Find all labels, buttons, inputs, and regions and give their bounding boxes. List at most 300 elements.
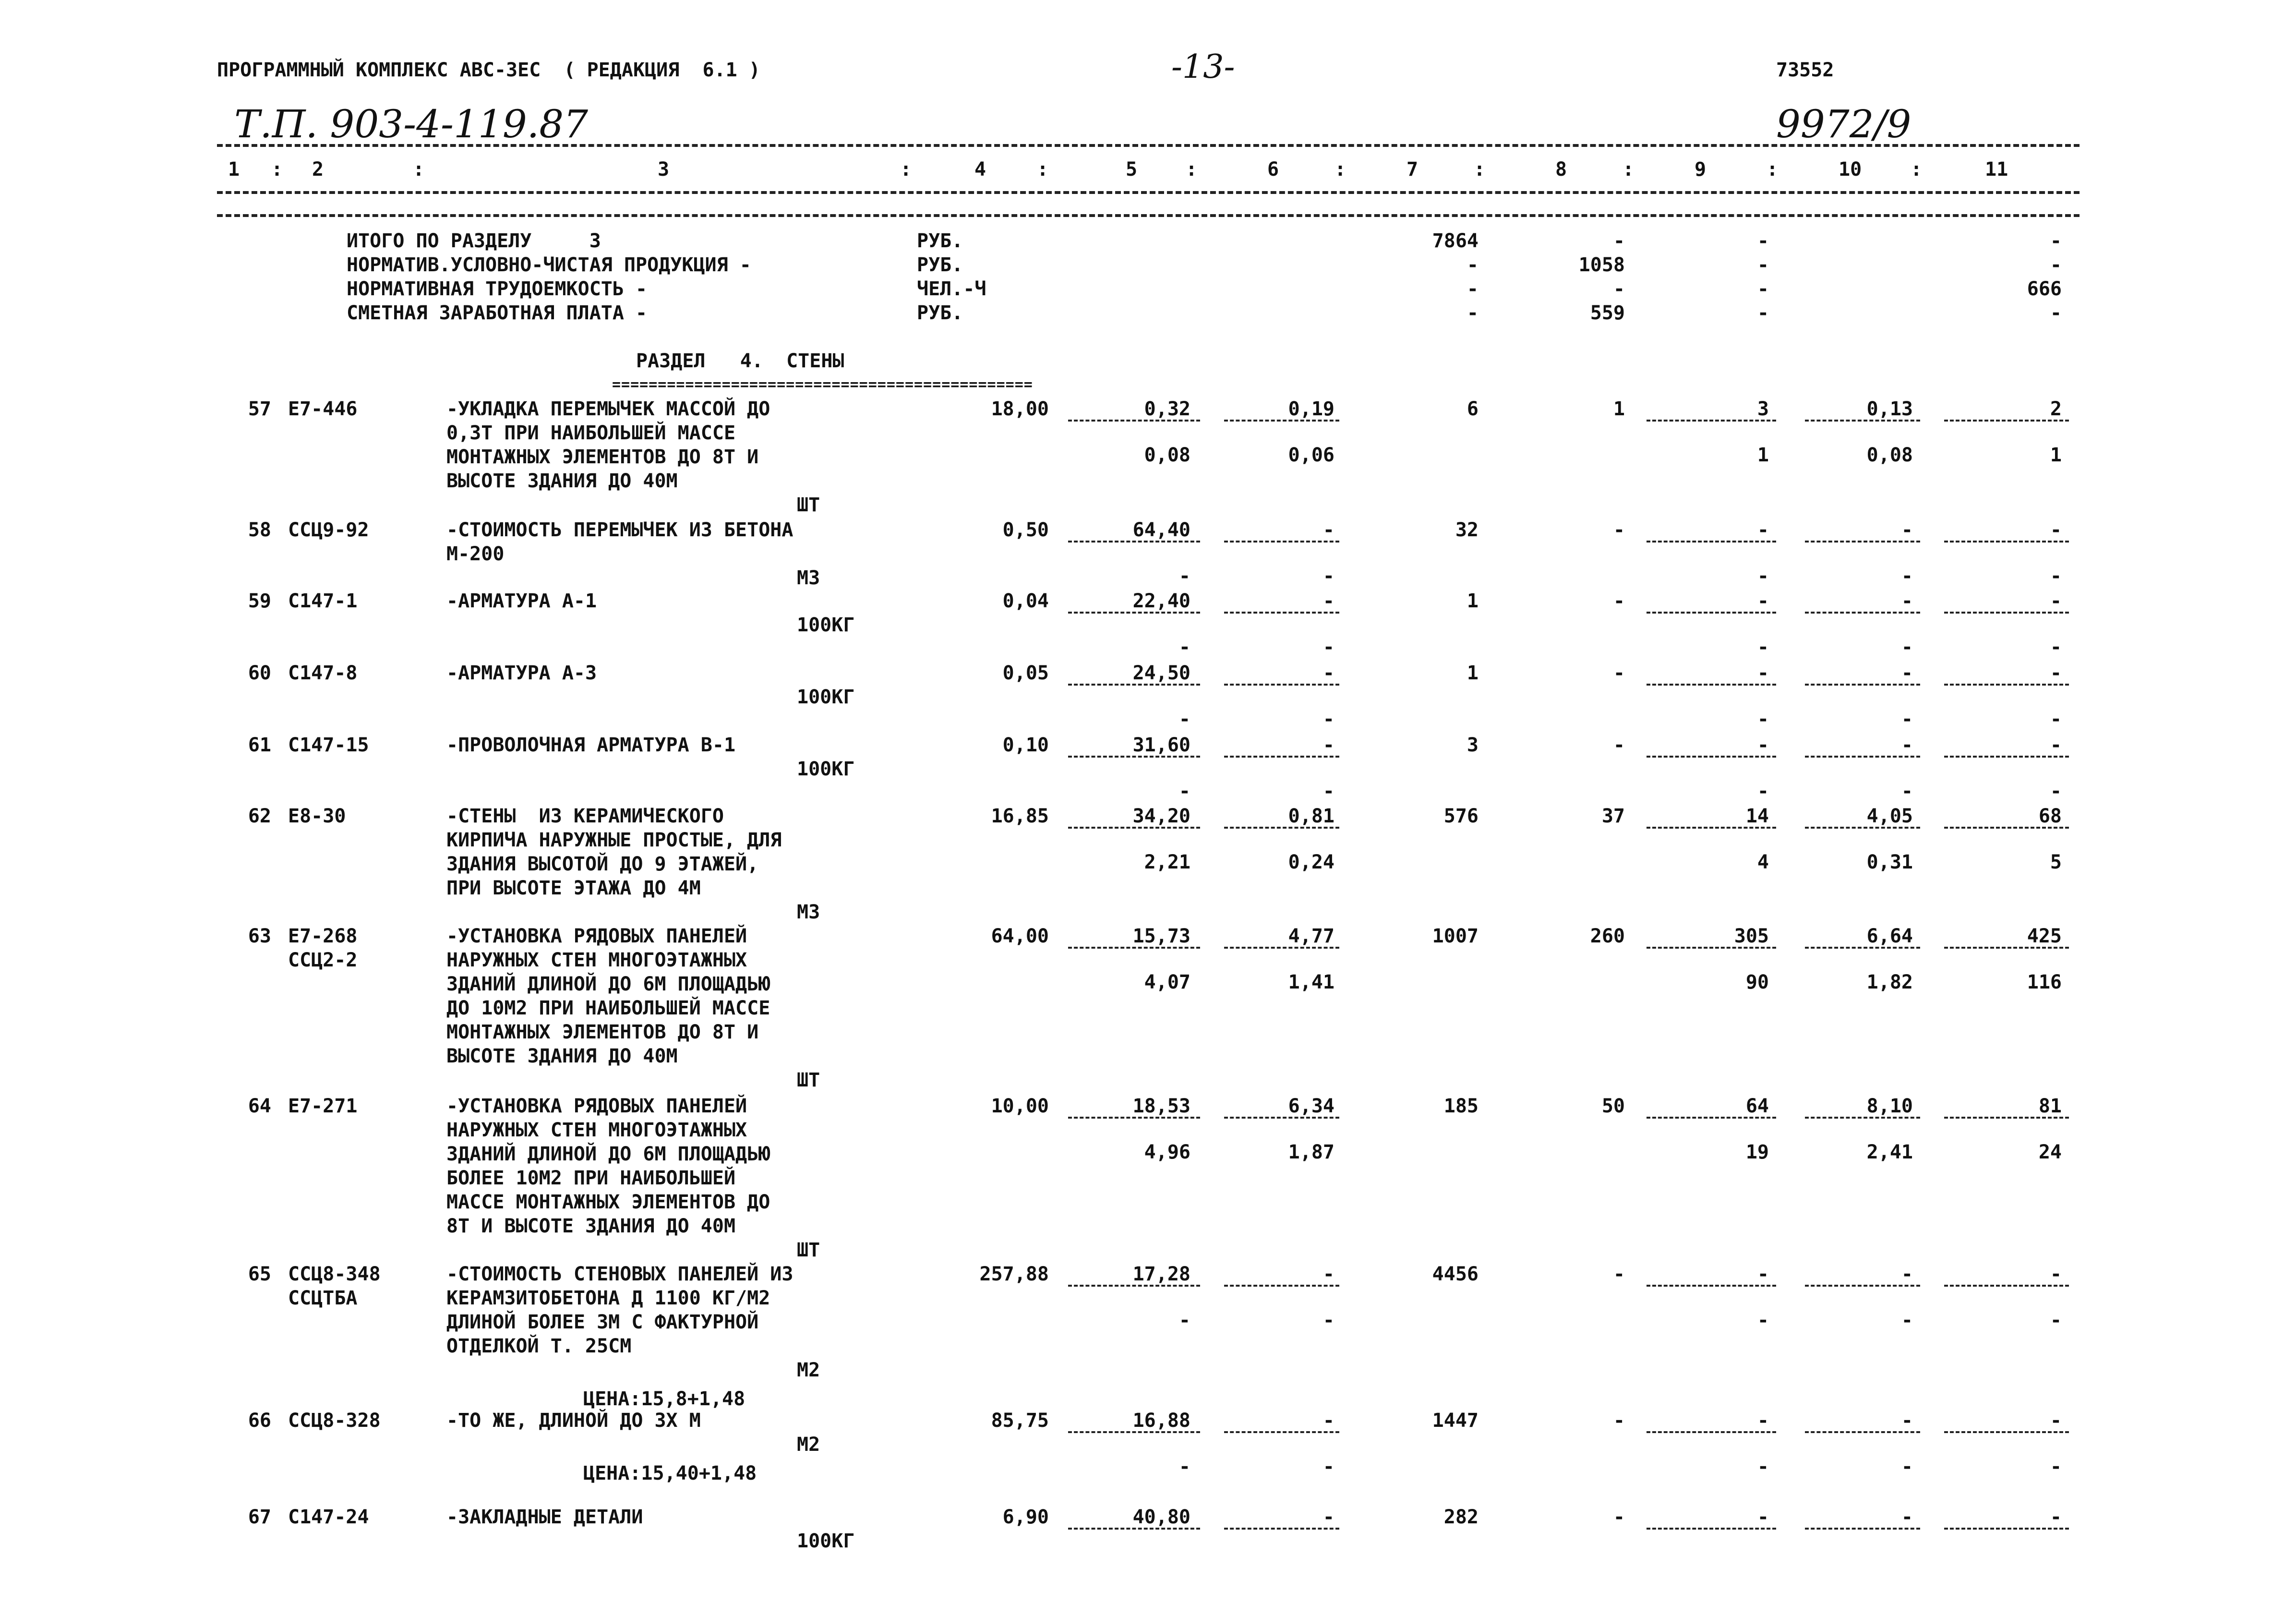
row-col-5: 40,80 [1132,1506,1190,1528]
row-col-10: - [1901,662,1913,684]
row-col-11-lower: - [2050,636,2062,658]
row-col-6: 0,81 [1288,805,1334,827]
row-col-5: 18,53 [1132,1095,1190,1117]
row-col-10: - [1901,1410,1913,1432]
row-col-11-lower: - [2050,780,2062,802]
row-col-8: - [1613,1410,1625,1432]
row-underline [1647,1117,1776,1119]
row-col-8: - [1613,1263,1625,1285]
row-col-4: 10,00 [991,1095,1049,1117]
totals-col11: - [2050,230,2062,252]
row-col-4: 0,10 [1002,734,1049,756]
row-col-11: - [2050,662,2062,684]
column-header-6: 6 [1267,158,1279,181]
row-underline [1068,1528,1200,1530]
row-unit: М2 [797,1434,820,1456]
row-unit: ШТ [797,1239,820,1261]
row-col-9: - [1757,662,1769,684]
row-col-11: 81 [2038,1095,2062,1117]
row-col-5-lower: 4,07 [1144,971,1190,993]
row-col-11-lower: - [2050,708,2062,730]
row-underline [1944,1117,2069,1119]
row-col-11: - [2050,1506,2062,1528]
row-description: ДО 10М2 ПРИ НАИБОЛЬШЕЙ МАССЕ [446,997,770,1019]
row-description: -СТОИМОСТЬ ПЕРЕМЫЧЕК ИЗ БЕТОНА [446,519,793,541]
row-col-7: 576 [1443,805,1479,827]
row-underline [1944,1431,2069,1433]
row-col-9: 14 [1745,805,1769,827]
row-col-4: 0,50 [1002,519,1049,541]
row-col-5-lower: - [1178,1309,1190,1331]
row-underline [1068,1285,1200,1287]
row-underline [1068,1117,1200,1119]
row-description: -СТОИМОСТЬ СТЕНОВЫХ ПАНЕЛЕЙ ИЗ [446,1263,793,1285]
row-underline [1805,1431,1920,1433]
row-unit: 100КГ [797,686,855,708]
row-underline [1224,947,1339,949]
row-number: 66 [248,1410,271,1432]
row-col-10: - [1901,519,1913,541]
column-separator: : [1767,158,1779,181]
row-code-secondary: ССЦ2-2 [288,949,358,971]
row-underline [1944,420,2069,422]
row-unit: 100КГ [797,614,855,636]
row-col-9-lower: 1 [1757,444,1769,466]
row-col-9: - [1757,590,1769,612]
row-description: ЗДАНИЙ ДЛИНОЙ ДО 6М ПЛОЩАДЬЮ [446,1143,770,1165]
row-col-10: - [1901,734,1913,756]
row-col-6: - [1322,1263,1334,1285]
row-underline [1224,1431,1339,1433]
row-code: ССЦ8-328 [288,1410,381,1432]
row-col-6-lower: 0,24 [1288,851,1334,873]
row-underline [1944,1528,2069,1530]
row-col-9-lower: - [1757,780,1769,802]
row-col-6-lower: - [1322,780,1334,802]
row-col-6-lower: - [1322,565,1334,587]
row-underline [1068,1431,1200,1433]
row-underline [1647,947,1776,949]
row-underline [1805,420,1920,422]
row-description: -ЗАКЛАДНЫЕ ДЕТАЛИ [446,1506,643,1528]
row-col-9-lower: - [1757,708,1769,730]
row-col-8: - [1613,519,1625,541]
row-underline [1068,684,1200,686]
row-col-7: 282 [1443,1506,1479,1528]
row-col-8: - [1613,734,1625,756]
row-underline [1805,1285,1920,1287]
row-col-10: - [1901,1263,1913,1285]
row-col-5: 0,32 [1144,398,1190,420]
row-underline [1805,1528,1920,1530]
row-underline [1944,612,2069,614]
row-underline [1805,827,1920,829]
column-header-5: 5 [1126,158,1138,181]
row-col-6: - [1322,662,1334,684]
row-description: ВЫСОТЕ ЗДАНИЯ ДО 40М [446,1045,678,1067]
row-col-8: - [1613,662,1625,684]
row-col-10: - [1901,1506,1913,1528]
row-col-9: 305 [1734,925,1769,947]
row-underline [1647,1431,1776,1433]
row-underline [1224,612,1339,614]
row-col-10-lower: - [1901,1309,1913,1331]
row-underline [1224,1528,1339,1530]
row-col-11: 425 [2027,925,2062,947]
row-col-5: 34,20 [1132,805,1190,827]
column-header-9: 9 [1695,158,1707,181]
row-col-7: 1447 [1432,1410,1479,1432]
row-col-9-lower: 4 [1757,851,1769,873]
row-col-7: 32 [1455,519,1479,541]
page-number: -13- [1171,48,1235,86]
row-col-6-lower: - [1322,708,1334,730]
row-code: ССЦ9-92 [288,519,369,541]
row-underline [1647,1285,1776,1287]
row-underline [1647,756,1776,758]
row-underline [1068,541,1200,543]
row-col-9: - [1757,1263,1769,1285]
row-description: М-200 [446,543,505,565]
row-underline [1944,827,2069,829]
row-col-10: 0,13 [1866,398,1913,420]
row-underline [1647,541,1776,543]
row-number: 67 [248,1506,271,1528]
row-col-5: 22,40 [1132,590,1190,612]
row-number: 60 [248,662,271,684]
row-col-5: 31,60 [1132,734,1190,756]
row-col-6-lower: - [1322,1309,1334,1331]
section-underline: ============================================== [612,376,1033,393]
row-description: МАССЕ МОНТАЖНЫХ ЭЛЕМЕНТОВ ДО [446,1191,770,1213]
row-col-4: 0,05 [1002,662,1049,684]
totals-col7: - [1467,278,1479,300]
row-col-8: - [1613,590,1625,612]
row-description: 0,3Т ПРИ НАИБОЛЬШЕЙ МАССЕ [446,422,736,444]
row-code: С147-1 [288,590,358,612]
row-col-5-lower: 4,96 [1144,1141,1190,1163]
row-col-10-lower: - [1901,636,1913,658]
row-description: -АРМАТУРА А-3 [446,662,597,684]
row-col-6-lower: 1,41 [1288,971,1334,993]
row-description: КЕРАМЗИТОБЕТОНА Д 1100 КГ/М2 [446,1287,770,1309]
row-col-8: 260 [1590,925,1625,947]
row-code: С147-8 [288,662,358,684]
row-underline [1068,756,1200,758]
row-col-5: 16,88 [1132,1410,1190,1432]
totals-col7: - [1467,254,1479,276]
row-col-6-lower: 0,06 [1288,444,1334,466]
column-header-1: 1 [228,158,240,181]
row-col-9-lower: 19 [1745,1141,1769,1163]
row-underline [1647,827,1776,829]
row-col-8: 37 [1601,805,1625,827]
row-code: Е7-446 [288,398,358,420]
row-underline [1805,1117,1920,1119]
row-col-6: 4,77 [1288,925,1334,947]
row-col-10-lower: 2,41 [1866,1141,1913,1163]
row-col-4: 16,85 [991,805,1049,827]
column-separator: : [271,158,283,181]
row-underline [1944,947,2069,949]
row-description: 8Т И ВЫСОТЕ ЗДАНИЯ ДО 40М [446,1215,736,1237]
sheet-id: 73552 [1776,59,1834,81]
row-col-7: 3 [1467,734,1479,756]
column-header-3: 3 [658,158,670,181]
row-number: 59 [248,590,271,612]
row-number: 58 [248,519,271,541]
row-number: 61 [248,734,271,756]
totals-unit: ЧЕЛ.-Ч [917,278,986,300]
row-underline [1068,420,1200,422]
row-col-5-lower: 2,21 [1144,851,1190,873]
row-number: 65 [248,1263,271,1285]
row-underline [1805,541,1920,543]
row-underline [1805,756,1920,758]
row-col-6: 6,34 [1288,1095,1334,1117]
row-code-secondary: ССЦТБА [288,1287,358,1309]
row-col-6-lower: - [1322,1456,1334,1478]
row-col-11-lower: - [2050,1309,2062,1331]
row-underline [1805,684,1920,686]
row-underline [1224,827,1339,829]
row-col-6: - [1322,519,1334,541]
row-col-5-lower: - [1178,780,1190,802]
row-col-11: - [2050,519,2062,541]
row-col-4: 257,88 [979,1263,1049,1285]
row-col-7: 185 [1443,1095,1479,1117]
column-header-2: 2 [312,158,324,181]
column-separator: : [1037,158,1049,181]
row-number: 57 [248,398,271,420]
row-col-5-lower: - [1178,636,1190,658]
row-description: ЗДАНИЙ ДЛИНОЙ ДО 6М ПЛОЩАДЬЮ [446,973,770,995]
row-underline [1224,420,1339,422]
row-col-11: - [2050,590,2062,612]
project-code: Т.П. 903-4-119.87 [234,102,588,146]
row-underline [1647,612,1776,614]
row-underline [1224,756,1339,758]
totals-label: НОРМАТИВНАЯ ТРУДОЕМКОСТЬ - [347,278,648,300]
row-description: МОНТАЖНЫХ ЭЛЕМЕНТОВ ДО 8Т И [446,1021,759,1043]
row-col-5-lower: - [1178,1456,1190,1478]
row-col-10-lower: - [1901,780,1913,802]
row-unit: 100КГ [797,1530,855,1552]
row-description: НАРУЖНЫХ СТЕН МНОГОЭТАЖНЫХ [446,949,747,971]
row-underline [1647,684,1776,686]
row-unit: М2 [797,1359,820,1381]
totals-col9: - [1757,230,1769,252]
row-description: ДЛИНОЙ БОЛЕЕ 3М С ФАКТУРНОЙ [446,1311,759,1333]
row-col-11: 68 [2038,805,2062,827]
column-header-4: 4 [974,158,986,181]
totals-unit: РУБ. [917,302,963,324]
row-description: -УКЛАДКА ПЕРЕМЫЧЕК МАССОЙ ДО [446,398,770,420]
row-col-7: 4456 [1432,1263,1479,1285]
row-underline [1944,1285,2069,1287]
row-price-note: ЦЕНА:15,40+1,48 [583,1462,757,1484]
row-underline [1224,1285,1339,1287]
row-description: ВЫСОТЕ ЗДАНИЯ ДО 40М [446,470,678,492]
row-col-11-lower: - [2050,1456,2062,1478]
row-underline [1068,827,1200,829]
column-header-11: 11 [1985,158,2008,181]
row-col-9: - [1757,519,1769,541]
row-col-9: 64 [1745,1095,1769,1117]
row-col-8: - [1613,1506,1625,1528]
row-col-11: - [2050,1410,2062,1432]
row-unit: ШТ [797,494,820,516]
row-col-4: 18,00 [991,398,1049,420]
row-description: ПРИ ВЫСОТЕ ЭТАЖА ДО 4М [446,877,701,899]
totals-col7: - [1467,302,1479,324]
totals-col9: - [1757,254,1769,276]
row-description: -ТО ЖЕ, ДЛИНОЙ ДО 3Х М [446,1410,701,1432]
row-col-6-lower: 1,87 [1288,1141,1334,1163]
row-description: КИРПИЧА НАРУЖНЫЕ ПРОСТЫЕ, ДЛЯ [446,829,782,851]
row-col-6: - [1322,1506,1334,1528]
row-col-9: - [1757,1410,1769,1432]
totals-unit: РУБ. [917,230,963,252]
row-description: -СТЕНЫ ИЗ КЕРАМИЧЕСКОГО [446,805,724,827]
row-unit: М3 [797,567,820,589]
column-separator: : [1623,158,1635,181]
program-header: ПРОГРАММНЫЙ КОМПЛЕКС АВС-ЗЕС ( РЕДАКЦИЯ 6.1 ) [217,59,760,81]
row-col-4: 85,75 [991,1410,1049,1432]
header-rule-mid [217,191,2080,194]
row-col-9-lower: - [1757,565,1769,587]
row-description: ЗДАНИЯ ВЫСОТОЙ ДО 9 ЭТАЖЕЙ, [446,853,759,875]
column-header-7: 7 [1406,158,1418,181]
row-col-5: 64,40 [1132,519,1190,541]
row-underline [1068,612,1200,614]
row-code: Е7-271 [288,1095,358,1117]
row-col-9-lower: - [1757,636,1769,658]
row-col-6: - [1322,1410,1334,1432]
row-col-11-lower: - [2050,565,2062,587]
row-col-10-lower: - [1901,565,1913,587]
totals-col8: - [1613,278,1625,300]
row-col-9-lower: - [1757,1309,1769,1331]
row-description: НАРУЖНЫХ СТЕН МНОГОЭТАЖНЫХ [446,1119,747,1141]
row-col-5-lower: - [1178,708,1190,730]
column-separator: : [1186,158,1198,181]
row-col-9: - [1757,1506,1769,1528]
row-description: -АРМАТУРА А-1 [446,590,597,612]
column-separator: : [1474,158,1486,181]
row-col-10-lower: - [1901,708,1913,730]
row-number: 64 [248,1095,271,1117]
totals-col9: - [1757,278,1769,300]
row-col-9-lower: - [1757,1456,1769,1478]
row-col-11: - [2050,734,2062,756]
row-col-6: - [1322,734,1334,756]
row-code: Е8-30 [288,805,346,827]
row-col-10: 6,64 [1866,925,1913,947]
row-col-11-lower: 5 [2050,851,2062,873]
album-code: 9972/9 [1776,102,1911,146]
row-col-10: - [1901,590,1913,612]
row-description: -ПРОВОЛОЧНАЯ АРМАТУРА В-1 [446,734,736,756]
row-col-5: 24,50 [1132,662,1190,684]
row-col-10-lower: 0,31 [1866,851,1913,873]
row-underline [1944,684,2069,686]
column-separator: : [1911,158,1923,181]
totals-col11: - [2050,302,2062,324]
totals-label: НОРМАТИВ.УСЛОВНО-ЧИСТАЯ ПРОДУКЦИЯ - [347,254,751,276]
row-col-5-lower: 0,08 [1144,444,1190,466]
row-description: -УСТАНОВКА РЯДОВЫХ ПАНЕЛЕЙ [446,1095,747,1117]
row-description: БОЛЕЕ 10М2 ПРИ НАИБОЛЬШЕЙ [446,1167,736,1189]
row-code: ССЦ8-348 [288,1263,381,1285]
row-col-5: 15,73 [1132,925,1190,947]
row-col-9: 3 [1757,398,1769,420]
row-col-7: 1007 [1432,925,1479,947]
row-underline [1647,1528,1776,1530]
row-col-9: - [1757,734,1769,756]
row-underline [1805,947,1920,949]
row-col-4: 6,90 [1002,1506,1049,1528]
row-underline [1224,541,1339,543]
column-header-8: 8 [1555,158,1567,181]
totals-label: СМЕТНАЯ ЗАРАБОТНАЯ ПЛАТА - [347,302,648,324]
row-col-8: 1 [1613,398,1625,420]
row-col-10-lower: - [1901,1456,1913,1478]
totals-col7: 7864 [1432,230,1479,252]
row-col-11: - [2050,1263,2062,1285]
row-underline [1944,541,2069,543]
row-code: Е7-268 [288,925,358,947]
row-col-8: 50 [1601,1095,1625,1117]
row-col-4: 64,00 [991,925,1049,947]
totals-col11: 666 [2027,278,2062,300]
row-underline [1944,756,2069,758]
column-header-10: 10 [1839,158,1862,181]
row-underline [1224,1117,1339,1119]
row-col-5: 17,28 [1132,1263,1190,1285]
totals-unit: РУБ. [917,254,963,276]
row-code: С147-24 [288,1506,369,1528]
row-col-7: 1 [1467,590,1479,612]
totals-col11: - [2050,254,2062,276]
row-col-10-lower: 0,08 [1866,444,1913,466]
row-col-10: 8,10 [1866,1095,1913,1117]
row-col-9-lower: 90 [1745,971,1769,993]
row-underline [1647,420,1776,422]
totals-col8: 1058 [1578,254,1625,276]
header-rule-bottom [217,214,2080,217]
row-number: 62 [248,805,271,827]
row-unit: 100КГ [797,758,855,780]
row-description: -УСТАНОВКА РЯДОВЫХ ПАНЕЛЕЙ [446,925,747,947]
row-col-11-lower: 116 [2027,971,2062,993]
column-separator: : [413,158,425,181]
row-col-6: 0,19 [1288,398,1334,420]
column-separator: : [900,158,912,181]
totals-label: ИТОГО ПО РАЗДЕЛУ 3 [347,230,601,252]
row-unit: ШТ [797,1069,820,1091]
row-description: МОНТАЖНЫХ ЭЛЕМЕНТОВ ДО 8Т И [446,446,759,468]
row-unit: М3 [797,901,820,923]
totals-col8: - [1613,230,1625,252]
row-underline [1224,684,1339,686]
row-col-11-lower: 1 [2050,444,2062,466]
row-col-6: - [1322,590,1334,612]
section-title: РАЗДЕЛ 4. СТЕНЫ [636,350,844,372]
row-underline [1068,947,1200,949]
row-col-4: 0,04 [1002,590,1049,612]
row-col-11-lower: 24 [2038,1141,2062,1163]
